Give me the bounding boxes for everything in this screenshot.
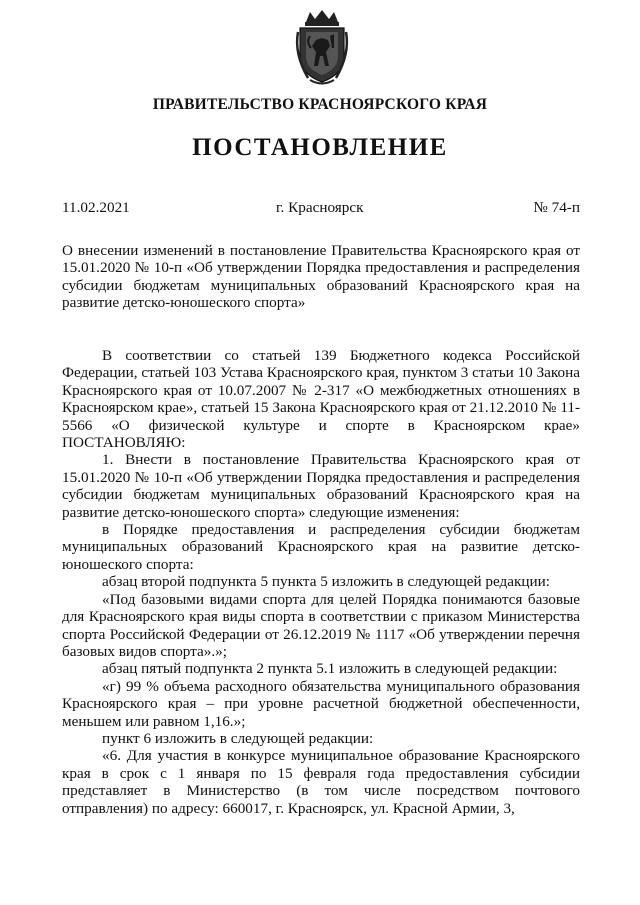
document-type-title: ПОСТАНОВЛЕНИЕ: [192, 134, 448, 161]
paragraph: абзац пятый подпункта 2 пункта 5.1 изложить в следующей редакции:: [102, 660, 558, 678]
paragraph: в Порядке предоставления и распределения субсидии бюджетам муниципальных образований Красноярского края на развитие детско-юношеского спорта:: [62, 521, 580, 573]
document-body: [62, 347, 580, 817]
krasnoyarsk-coat-of-arms-icon: [292, 8, 352, 88]
paragraph: пункт 6 изложить в следующей редакции:: [102, 729, 374, 747]
paragraph: абзац второй подпункта 5 пункта 5 изложить в следующей редакции:: [102, 573, 550, 591]
document-meta: [62, 199, 580, 219]
paragraph-quote: «г) 99 % объема расходного обязательства муниципального образования Красноярского края – при уровне расчетной бюджетной обеспеченности, меньшем или равном 1,16.»;: [62, 677, 580, 730]
document-date: 11.02.2021: [62, 199, 130, 216]
document-city: г. Красноярск: [276, 199, 364, 216]
paragraph-quote: «6. Для участия в конкурсе муниципальное образование Красноярского края в срок с 1 января по 15 февраля года предоставления субсидии представляет в Министерство (в том числе посредством почтового отправления) по адресу: 660017, г. Красноярск, ул. Красной Армии, 3,: [62, 747, 580, 817]
paragraph-item-1: 1. Внести в постановление Правительства Красноярского края от 15.01.2020 № 10-п «Об утверждении Порядка предоставления и распределения субсидии бюджетам муниципальных образований Красноярского края на развитие детско-юношеского спорта» следующие изменения:: [62, 451, 580, 521]
paragraph-preamble: В соответствии со статьей 139 Бюджетного кодекса Российской Федерации, статьей 103 Устава Красноярского края, пунктом 3 статьи 10 Закона Красноярского края от 10.07.2007 № 2-317 «О межбюджетных отношениях в Красноярском крае», статьей 15 Закона Красноярского края от 21.12.2010 № 11-5566 «О физической культуре и спорте в Красноярском крае» ПОСТАНОВЛЯЮ:: [62, 347, 580, 452]
document-number: № 74-п: [533, 199, 580, 216]
government-title: ПРАВИТЕЛЬСТВО КРАСНОЯРСКОГО КРАЯ: [152, 96, 488, 113]
document-subject: О внесении изменений в постановление Правительства Красноярского края от 15.01.2020 № 10-п «Об утверждении Порядка предоставления и распределения субсидии бюджетам муниципальных образований Красноярского края на развитие детско-юношеского спорта»: [62, 242, 580, 312]
paragraph-quote: «Под базовыми видами спорта для целей Порядка понимаются базовые для Красноярского края виды спорта в соответствии с приказом Министерства спорта Российской Федерации от 26.12.2019 № 1117 «Об утверждении перечня базовых видов спорта».»;: [62, 590, 580, 660]
